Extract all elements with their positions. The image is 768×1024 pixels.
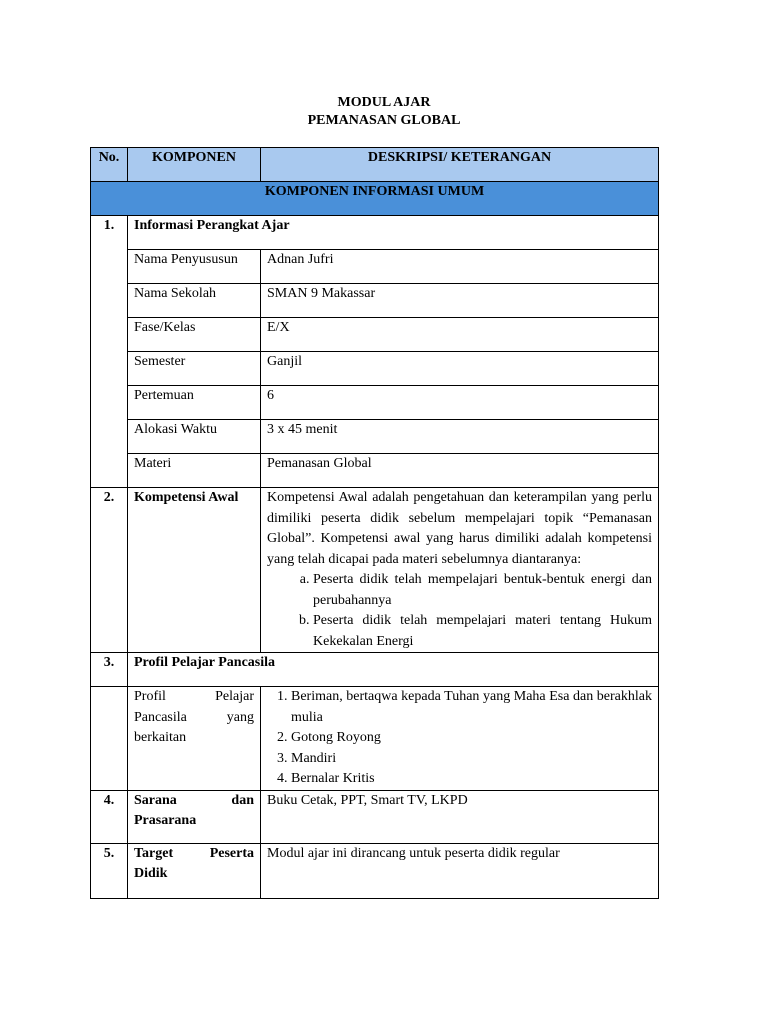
item-value: SMAN 9 Makassar: [261, 284, 659, 318]
list-item: 4. Bernalar Kritis: [291, 769, 652, 790]
row-value: Modul ajar ini dirancang untuk peserta didik regular: [261, 843, 659, 898]
item-value: E/X: [261, 318, 659, 352]
table-row: [91, 386, 659, 420]
section-title: KOMPONEN INFORMASI UMUM: [91, 182, 659, 216]
list-item: 3. Mandiri: [291, 749, 652, 770]
item-label: Nama Sekolah: [128, 284, 261, 318]
row-title: Kompetensi Awal: [128, 488, 261, 653]
row-number-empty: [91, 687, 128, 791]
item-value: 3 x 45 menit: [261, 420, 659, 454]
item-value: 6: [261, 386, 659, 420]
table-row: [91, 250, 659, 284]
table-row: [91, 216, 659, 250]
row-number: 4.: [91, 790, 128, 843]
table-row: [91, 653, 659, 687]
section-row: [91, 182, 659, 216]
table-row: [91, 318, 659, 352]
table-row: [91, 488, 659, 653]
title-line-2: PEMANASAN GLOBAL: [307, 113, 461, 128]
header-komponen: KOMPONEN: [128, 148, 261, 182]
list-item: 1. Beriman, bertaqwa kepada Tuhan yang Maha Esa dan berakhlak mulia: [291, 687, 652, 728]
table-row: [91, 352, 659, 386]
title-line-1: MODUL AJAR: [337, 95, 431, 110]
row-title-text: Target Peserta Didik: [134, 845, 254, 881]
row-number: 1.: [91, 216, 128, 488]
row-title: [128, 843, 261, 898]
item-value: [261, 687, 659, 791]
item-label: [128, 687, 261, 791]
item-label: Nama Penyususun: [128, 250, 261, 284]
row-number: 2.: [91, 488, 128, 653]
table-header-row: [91, 148, 659, 182]
item-label: Alokasi Waktu: [128, 420, 261, 454]
profile-list: [267, 687, 652, 790]
row-number: 3.: [91, 653, 128, 687]
item-label: Fase/Kelas: [128, 318, 261, 352]
item-label: Materi: [128, 454, 261, 488]
profile-label: Profil Pelajar Pancasila yang berkaitan: [134, 689, 254, 745]
row-number: 5.: [91, 843, 128, 898]
document-title: [0, 94, 768, 130]
table-row: [91, 454, 659, 488]
row-title: [128, 790, 261, 843]
table-row: [91, 420, 659, 454]
item-value: Pemanasan Global: [261, 454, 659, 488]
module-table: [90, 147, 659, 899]
description-intro: Kompetensi Awal adalah pengetahuan dan keterampilan yang perlu dimiliki peserta didik sebelum mempelajari topik “Pemanasan Global”. Kompetensi awal yang harus dimiliki adalah kompetensi yang telah dicapai pada materi sebelumnya diantaranya:: [267, 490, 652, 567]
row-title: Informasi Perangkat Ajar: [128, 216, 659, 250]
item-value: Adnan Jufri: [261, 250, 659, 284]
item-label: Semester: [128, 352, 261, 386]
header-deskripsi: DESKRIPSI/ KETERANGAN: [261, 148, 659, 182]
row-title: Profil Pelajar Pancasila: [128, 653, 659, 687]
table-row: [91, 790, 659, 843]
table-row: [91, 843, 659, 898]
list-item: b. Peserta didik telah mempelajari materi tentang Hukum Kekekalan Energi: [313, 611, 652, 652]
row-title-text: Sarana dan Prasarana: [134, 792, 254, 828]
row-value: Buku Cetak, PPT, Smart TV, LKPD: [261, 790, 659, 843]
list-item: 2. Gotong Royong: [291, 728, 652, 749]
table-row: [91, 284, 659, 318]
header-no: No.: [91, 148, 128, 182]
row-description: [261, 488, 659, 653]
item-value: Ganjil: [261, 352, 659, 386]
table-row: [91, 687, 659, 791]
list-item: a. Peserta didik telah mempelajari bentuk-bentuk energi dan perubahannya: [313, 570, 652, 611]
competency-list: [267, 570, 652, 652]
item-label: Pertemuan: [128, 386, 261, 420]
